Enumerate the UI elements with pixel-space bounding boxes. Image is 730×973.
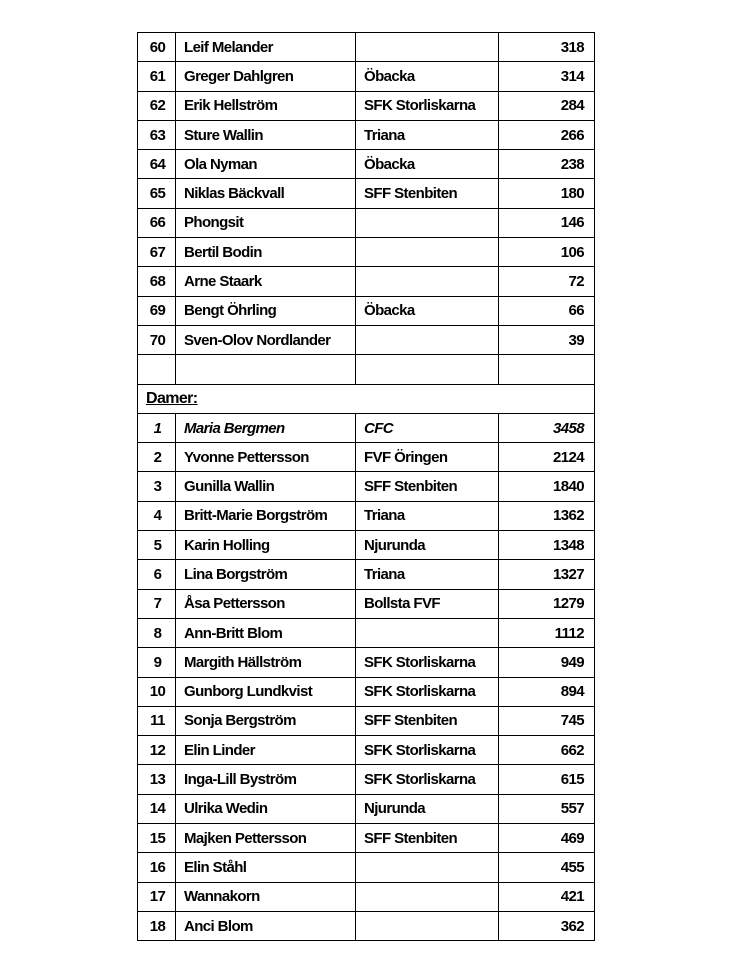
results-body <box>138 33 595 941</box>
club-cell: Triana <box>356 120 499 149</box>
score-cell: 1362 <box>499 501 595 530</box>
name-cell: Arne Staark <box>176 267 356 296</box>
name-cell: Lina Borgström <box>176 560 356 589</box>
table-row <box>138 589 595 618</box>
rank-cell: 63 <box>138 120 176 149</box>
rank-cell: 16 <box>138 853 176 882</box>
club-cell <box>356 911 499 940</box>
name-cell: Erik Hellström <box>176 91 356 120</box>
section-header-row <box>138 384 595 413</box>
rank-cell: 7 <box>138 589 176 618</box>
table-row <box>138 677 595 706</box>
score-cell: 106 <box>499 238 595 267</box>
table-row <box>138 618 595 647</box>
score-cell: 469 <box>499 824 595 853</box>
table-row <box>138 706 595 735</box>
score-cell: 949 <box>499 648 595 677</box>
score-cell: 39 <box>499 325 595 354</box>
table-row <box>138 296 595 325</box>
name-cell: Maria Bergmen <box>176 413 356 442</box>
table-row <box>138 472 595 501</box>
rank-cell: 66 <box>138 208 176 237</box>
empty-cell <box>176 355 356 384</box>
rank-cell: 61 <box>138 62 176 91</box>
name-cell: Gunborg Lundkvist <box>176 677 356 706</box>
rank-cell: 11 <box>138 706 176 735</box>
score-cell: 1327 <box>499 560 595 589</box>
name-cell: Gunilla Wallin <box>176 472 356 501</box>
club-cell: Bollsta FVF <box>356 589 499 618</box>
score-cell: 662 <box>499 736 595 765</box>
name-cell: Margith Hällström <box>176 648 356 677</box>
score-cell: 284 <box>499 91 595 120</box>
name-cell: Anci Blom <box>176 911 356 940</box>
section-title: Damer: <box>138 384 595 413</box>
table-row <box>138 150 595 179</box>
name-cell: Ann-Britt Blom <box>176 618 356 647</box>
club-cell: SFF Stenbiten <box>356 179 499 208</box>
name-cell: Britt-Marie Borgström <box>176 501 356 530</box>
table-row <box>138 443 595 472</box>
empty-row <box>138 355 595 384</box>
table-row <box>138 824 595 853</box>
rank-cell: 64 <box>138 150 176 179</box>
score-cell: 318 <box>499 33 595 62</box>
score-cell: 894 <box>499 677 595 706</box>
club-cell: SFF Stenbiten <box>356 824 499 853</box>
table-row <box>138 736 595 765</box>
club-cell <box>356 618 499 647</box>
rank-cell: 65 <box>138 179 176 208</box>
club-cell <box>356 882 499 911</box>
score-cell: 1112 <box>499 618 595 647</box>
name-cell: Greger Dahlgren <box>176 62 356 91</box>
rank-cell: 2 <box>138 443 176 472</box>
table-row <box>138 238 595 267</box>
club-cell: SFK Storliskarna <box>356 677 499 706</box>
name-cell: Elin Ståhl <box>176 853 356 882</box>
club-cell: Njurunda <box>356 531 499 560</box>
rank-cell: 1 <box>138 413 176 442</box>
rank-cell: 70 <box>138 325 176 354</box>
rank-cell: 14 <box>138 794 176 823</box>
rank-cell: 8 <box>138 618 176 647</box>
club-cell: SFF Stenbiten <box>356 706 499 735</box>
name-cell: Sven-Olov Nordlander <box>176 325 356 354</box>
club-cell: Njurunda <box>356 794 499 823</box>
rank-cell: 13 <box>138 765 176 794</box>
club-cell: SFK Storliskarna <box>356 648 499 677</box>
score-cell: 146 <box>499 208 595 237</box>
table-row <box>138 765 595 794</box>
name-cell: Majken Pettersson <box>176 824 356 853</box>
table-row <box>138 208 595 237</box>
name-cell: Phongsit <box>176 208 356 237</box>
rank-cell: 67 <box>138 238 176 267</box>
name-cell: Inga-Lill Byström <box>176 765 356 794</box>
name-cell: Åsa Pettersson <box>176 589 356 618</box>
score-cell: 557 <box>499 794 595 823</box>
rank-cell: 18 <box>138 911 176 940</box>
club-cell: SFK Storliskarna <box>356 765 499 794</box>
empty-cell <box>499 355 595 384</box>
rank-cell: 6 <box>138 560 176 589</box>
club-cell: SFF Stenbiten <box>356 472 499 501</box>
club-cell: Öbacka <box>356 296 499 325</box>
empty-cell <box>138 355 176 384</box>
name-cell: Ola Nyman <box>176 150 356 179</box>
score-cell: 180 <box>499 179 595 208</box>
club-cell: Triana <box>356 560 499 589</box>
name-cell: Niklas Bäckvall <box>176 179 356 208</box>
club-cell: SFK Storliskarna <box>356 736 499 765</box>
name-cell: Karin Holling <box>176 531 356 560</box>
score-cell: 238 <box>499 150 595 179</box>
name-cell: Leif Melander <box>176 33 356 62</box>
score-cell: 745 <box>499 706 595 735</box>
score-cell: 362 <box>499 911 595 940</box>
name-cell: Bertil Bodin <box>176 238 356 267</box>
table-row <box>138 648 595 677</box>
rank-cell: 4 <box>138 501 176 530</box>
table-row <box>138 91 595 120</box>
rank-cell: 3 <box>138 472 176 501</box>
rank-cell: 17 <box>138 882 176 911</box>
club-cell: Öbacka <box>356 62 499 91</box>
results-table <box>137 32 595 941</box>
table-row <box>138 62 595 91</box>
name-cell: Bengt Öhrling <box>176 296 356 325</box>
score-cell: 1348 <box>499 531 595 560</box>
score-cell: 421 <box>499 882 595 911</box>
score-cell: 615 <box>499 765 595 794</box>
table-row <box>138 531 595 560</box>
rank-cell: 15 <box>138 824 176 853</box>
table-row <box>138 501 595 530</box>
score-cell: 314 <box>499 62 595 91</box>
club-cell: Triana <box>356 501 499 530</box>
club-cell: FVF Öringen <box>356 443 499 472</box>
club-cell <box>356 853 499 882</box>
rank-cell: 5 <box>138 531 176 560</box>
club-cell <box>356 267 499 296</box>
score-cell: 72 <box>499 267 595 296</box>
score-cell: 2124 <box>499 443 595 472</box>
empty-cell <box>356 355 499 384</box>
rank-cell: 69 <box>138 296 176 325</box>
rank-cell: 68 <box>138 267 176 296</box>
score-cell: 66 <box>499 296 595 325</box>
table-row <box>138 413 595 442</box>
name-cell: Ulrika Wedin <box>176 794 356 823</box>
table-row <box>138 325 595 354</box>
table-row <box>138 853 595 882</box>
name-cell: Wannakorn <box>176 882 356 911</box>
table-row <box>138 560 595 589</box>
name-cell: Sonja Bergström <box>176 706 356 735</box>
club-cell <box>356 238 499 267</box>
rank-cell: 10 <box>138 677 176 706</box>
club-cell <box>356 208 499 237</box>
club-cell: SFK Storliskarna <box>356 91 499 120</box>
name-cell: Sture Wallin <box>176 120 356 149</box>
score-cell: 1279 <box>499 589 595 618</box>
name-cell: Elin Linder <box>176 736 356 765</box>
name-cell: Yvonne Pettersson <box>176 443 356 472</box>
table-row <box>138 911 595 940</box>
table-row <box>138 882 595 911</box>
score-cell: 3458 <box>499 413 595 442</box>
rank-cell: 9 <box>138 648 176 677</box>
table-row <box>138 120 595 149</box>
score-cell: 1840 <box>499 472 595 501</box>
table-row <box>138 794 595 823</box>
table-row <box>138 267 595 296</box>
table-row <box>138 33 595 62</box>
rank-cell: 62 <box>138 91 176 120</box>
rank-cell: 60 <box>138 33 176 62</box>
score-cell: 266 <box>499 120 595 149</box>
table-row <box>138 179 595 208</box>
club-cell <box>356 325 499 354</box>
club-cell <box>356 33 499 62</box>
score-cell: 455 <box>499 853 595 882</box>
club-cell: CFC <box>356 413 499 442</box>
club-cell: Öbacka <box>356 150 499 179</box>
rank-cell: 12 <box>138 736 176 765</box>
